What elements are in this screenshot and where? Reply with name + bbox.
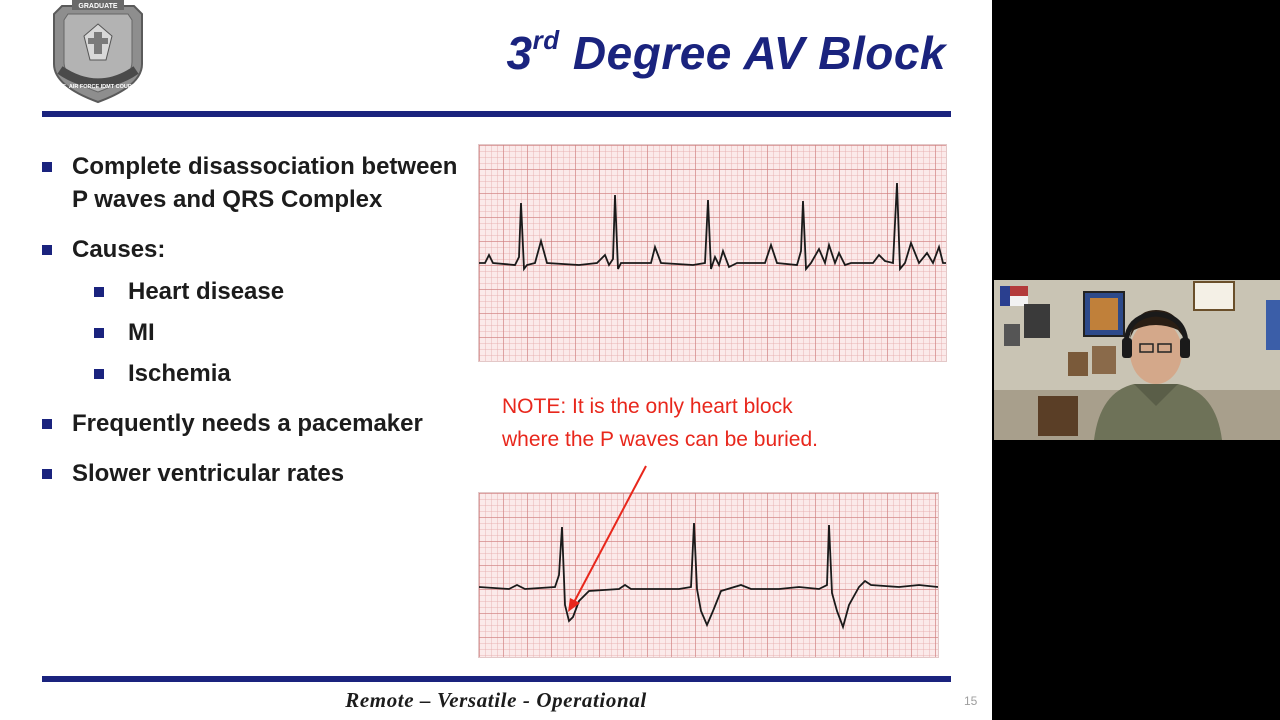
course-logo <box>46 0 150 104</box>
logo-text-bottom: U.S. AIR FORCE IDMT COURSE <box>56 84 140 90</box>
presenter-webcam <box>994 280 1280 440</box>
bullet-list <box>42 150 462 507</box>
slide-footer: Remote – Versatile - Operational <box>345 688 647 712</box>
title-number: 3 <box>506 27 533 79</box>
ecg-strip-bottom <box>478 492 939 658</box>
bullet-square-icon <box>42 245 52 255</box>
note-arrow-icon <box>560 460 660 620</box>
title-text: Degree AV Block <box>559 27 946 79</box>
slide-number: 15 <box>964 694 978 708</box>
sub-bullet-text: MI <box>128 319 155 346</box>
sub-bullet-text: Heart disease <box>128 278 285 305</box>
sub-bullet-item <box>42 316 462 349</box>
bottom-divider <box>42 676 951 682</box>
ecg-trace-top <box>479 145 946 361</box>
sub-bullet-item <box>42 275 462 308</box>
ecg-trace-bottom <box>479 493 938 657</box>
bullet-text: Slower ventricular rates <box>72 460 345 487</box>
sub-bullet-text: Ischemia <box>128 360 231 387</box>
bullet-item <box>42 233 462 266</box>
webcam-feed <box>994 280 1280 440</box>
note-line-1: NOTE: It is the only heart block <box>502 395 793 418</box>
bullet-item <box>42 150 462 216</box>
bullet-square-icon <box>94 328 104 338</box>
bullet-text: Frequently needs a pacemaker <box>72 410 423 437</box>
note-text <box>502 390 922 456</box>
logo-text-top: GRADUATE <box>78 3 118 10</box>
bullet-text: Causes: <box>72 236 166 263</box>
note-line-2: where the P waves can be buried. <box>502 428 818 451</box>
bullet-square-icon <box>42 162 52 172</box>
top-divider <box>42 111 951 117</box>
slide-title <box>507 26 946 80</box>
sub-bullet-list <box>42 275 462 390</box>
bullet-square-icon <box>42 419 52 429</box>
bullet-square-icon <box>42 469 52 479</box>
bullet-text: Complete disassociation between P waves and QRS Complex <box>72 153 458 213</box>
ecg-strip-top <box>478 144 947 362</box>
bullet-item <box>42 457 462 490</box>
bullet-square-icon <box>94 287 104 297</box>
title-superscript: rd <box>532 24 560 55</box>
bullet-item <box>42 407 462 440</box>
sub-bullet-item <box>42 357 462 390</box>
bullet-square-icon <box>94 369 104 379</box>
